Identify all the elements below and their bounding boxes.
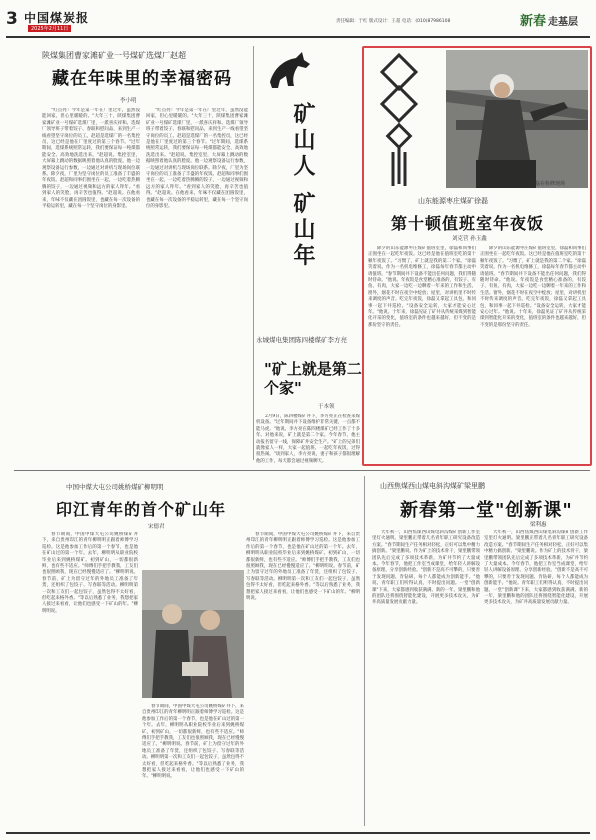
story-2-byline: 于本领	[318, 404, 335, 410]
page-number: 3	[6, 9, 18, 29]
footer-rule	[6, 832, 590, 834]
column-subtitle: 走基层	[548, 17, 579, 28]
story-5-body-col-3: 春节期间，中国中煤大屯公司姚桥煤矿井下，来自贵州印江的青年柳明明正跟着师傅学习巡检。这是他参加工作后的第一个春节，也是他在矿山过的第一个年。去年，柳明明从职业院校毕业后来到姚桥煤矿。初到矿山，一切都很新鲜，也有些不适应。"师傅们手把手教我，工友们也很照顾我，现在已经慢慢适应了。"柳明明说。春节前，矿上为留守过年的外地员工准备了年货，还组织了包饺子、写春联等活动。柳明明第一次和工友们一起包饺子，虽然包得不太好看，但吃起来格外香。"等以后熟悉了业务，我想把家人接过来看看，让他们也感受一下矿山的年。"柳明明说。	[142, 704, 244, 780]
story-3-kicker: 山东能源枣庄煤矿徐磊	[418, 197, 488, 205]
story-5-body-col-2: 春节期间，中国中煤大屯公司姚桥煤矿井下，来自贵州印江的青年柳明明正跟着师傅学习巡检。这是他参加工作后的第一个春节，也是他在矿山过的第一个年。去年，柳明明从职业院校毕业后来到姚桥煤矿。初到矿山，一切都很新鲜，也有些不适应。"师傅们手把手教我，工友们也很照顾我，现在已经慢慢适应了。"柳明明说。春节前，矿上为留守过年的外地员工准备了年货，还组织了包饺子、写春联等活动。柳明明第一次和工友们一起包饺子，虽然包得不太好看，但吃起来格外香。"等以后熟悉了业务，我想把家人接过来看看，让他们也感受一下矿山的年。"柳明明说。	[246, 532, 360, 602]
story-5-body-col-1: 春节期间，中国中煤大屯公司姚桥煤矿井下，来自贵州印江的青年柳明明正跟着师傅学习巡检。这是他参加工作后的第一个春节，也是他在矿山过的第一个年。去年，柳明明从职业院校毕业后来到姚桥煤矿。初到矿山，一切都很新鲜，也有些不适应。"师傅们手把手教我，工友们也很照顾我，现在已经慢慢适应了。"柳明明说。春节前，矿上为留守过年的外地员工准备了年货，还组织了包饺子、写春联等活动。柳明明第一次和工友们一起包饺子，虽然包得不太好看，但吃起来格外香。"等以后熟悉了业务，我想把家人接过来看看，让他们也感受一下矿山的年。"柳明明说。	[42, 532, 138, 614]
column-title: 新春	[520, 14, 547, 29]
story-1-body-col-2: "红点亮！今年是第一年在厂里过年，虽然没能回家，但心里暖暖的。"大年三十，陕煤集团曹家滩矿业一号煤矿选煤厂里，一派喜庆祥和。选煤厂领导班子带着饺子、春联和慰问品，来到生产一线看望坚守岗位的员工。赵超是选煤厂的一名集控员，这已经是他在厂里度过的第三个春节。"过年期间，选煤系统照常运转，我们要保证每一吨煤都能安全、高效地洗选出来。"赵超说。集控室里，大屏幕上跳动的数据映照着他认真的脸庞。他一边观察设备运行参数，一边通过对讲机与现场岗位联系。除夕夜，厂里为坚守岗位的员工准备了丰盛的年夜饭。赵超和同事们围坐在一起，一边吃着热腾腾的饺子，一边通过视频和远方的家人拜年。"看到家人的笑脸，再辛苦也值得。"赵超说。在他看来，年味不仅藏在团圆饭里，也藏在每一次设备的平稳运转里，藏在每一个坚守岗位的身影里。	[146, 108, 248, 210]
feature-vertical-title: 矿山人 矿山年	[290, 102, 316, 270]
story-3-photo-caption: 徐磊在检修现场	[530, 181, 566, 187]
story-2-kicker: 永城煤电集团陈四楼煤矿李方亮	[256, 336, 347, 344]
story-2-title: "矿上就是第二个家"	[264, 360, 362, 397]
story-4-body-col-1: 大年初一，山西焦煤西山煤电斜沟煤矿创新工作室里灯火通明。梁里鹏正带着几名青年职工研究设备改造方案。"春节期间生产任务相对轻松，正好可以集中精力搞创新。"梁里鹏说。作为矿上的技术骨干，梁里鹏带领团队先后完成了多项技术革新，为矿井节约了大量成本。今年春节，他把工作室当成课堂，给年轻人讲解设备原理、分享创新经验。"创新不是高不可攀的，只要善于发现问题、肯钻研，每个人都能成为创新能手。"他说。青年职工们听得认真，不时提出问题。一堂"创新课"下来，大家都感到收获满满。新的一年，梁里鹏和他的团队还将围绕智能化建设，开展更多技术攻关，为矿井高质量发展贡献力量。	[372, 530, 480, 606]
story-3-title: 第十顿值班室年夜饭	[391, 214, 545, 233]
story-4-title: 新春第一堂"创新课"	[400, 500, 573, 521]
column-divider	[253, 46, 254, 460]
horse-ornament-icon	[262, 42, 316, 96]
story-4-body-col-2: 大年初一，山西焦煤西山煤电斜沟煤矿创新工作室里灯火通明。梁里鹏正带着几名青年职工研究设备改造方案。"春节期间生产任务相对轻松，正好可以集中精力搞创新。"梁里鹏说。作为矿上的技术骨干，梁里鹏带领团队先后完成了多项技术革新，为矿井节约了大量成本。今年春节，他把工作室当成课堂，给年轻人讲解设备原理、分享创新经验。"创新不是高不可攀的，只要善于发现问题、肯钻研，每个人都能成为创新能手。"他说。青年职工们听得认真，不时提出问题。一堂"创新课"下来，大家都感到收获满满。新的一年，梁里鹏和他的团队还将围绕智能化建设，开展更多技术攻关，为矿井高质量发展贡献力量。	[484, 530, 588, 606]
story-5-byline: 宋德君	[148, 524, 165, 530]
story-1-kicker: 陕煤集团曹家滩矿业一号煤矿选煤厂赵超	[42, 51, 186, 60]
story-3-photo	[446, 50, 588, 188]
story-1-title: 藏在年味里的幸福密码	[52, 69, 232, 89]
paper-name: 中国煤炭报	[24, 11, 90, 25]
section-rule	[14, 470, 590, 471]
column-label	[520, 10, 578, 29]
story-3-byline: 刘克营 孙玉鑫	[452, 236, 487, 242]
story-3-body-col-2: 除夕的山东能源枣庄煤矿值班室里，徐磊和同事们正围坐在一起吃年夜饭。这已经是他在值班室吃的第十顿年夜饭了。"习惯了，矿上就是我的第二个家。"徐磊笑着说。作为一名机电维修工，徐磊每年春节都主动申请值班。"春节期间井下设备不能出任何问题，我们得随时待命。"他说。年夜饭是食堂精心准备的，有饺子、有鱼、有肉，大家一边吃一边聊着一年来的工作和生活。窗外，烟花不时在夜空中绽放；屋里，对讲机里不时传来调度的声音。吃完年夜饭，徐磊又拿起工具包，和同事一起下井巡检。"设备安全运转，大家才能安心过年。"他说。十年来，徐磊见证了矿井从传统采煤到智能化开采的变化，值班室的条件也越来越好，但不变的是那份坚守的责任。	[480, 246, 586, 328]
story-3-body-col-1: 除夕的山东能源枣庄煤矿值班室里，徐磊和同事们正围坐在一起吃年夜饭。这已经是他在值班室吃的第十顿年夜饭了。"习惯了，矿上就是我的第二个家。"徐磊笑着说。作为一名机电维修工，徐磊每年春节都主动申请值班。"春节期间井下设备不能出任何问题，我们得随时待命。"他说。年夜饭是食堂精心准备的，有饺子、有鱼、有肉，大家一边吃一边聊着一年来的工作和生活。窗外，烟花不时在夜空中绽放；屋里，对讲机里不时传来调度的声音。吃完年夜饭，徐磊又拿起工具包，和同事一起下井巡检。"设备安全运转，大家才能安心过年。"他说。十年来，徐磊见证了矿井从传统采煤到智能化开采的变化，值班室的条件也越来越好，但不变的是那份坚守的责任。	[368, 246, 476, 328]
story-2-body-lead: 2月9日，陈四楼煤矿井下，李方亮正在检查采煤机设备。"过年期间井下设备维护非常关键，一点都不能马虎。"他说。李方亮在陈四楼煤矿已经工作了十多年。对他来说，矿上就是第二个家。今年春节，他主动报名留守一线，保障矿井安全生产。"矿上的兄弟们就像家人一样，大家一起值班、一起吃年夜饭，过得很热闹。"谈到家人，李方亮说，妻子和孩子都很理解他的工作，每天都会通过视频聊天。	[256, 414, 360, 464]
editor-credits: 责任编辑：于红 版式设计：王超 电话：(010)87986108	[336, 19, 451, 24]
story-5-photo	[142, 570, 244, 698]
column-divider-lower	[364, 476, 365, 826]
story-4-byline: 梁利惠	[530, 522, 547, 528]
paper-date: 2025年2月11日	[28, 25, 71, 32]
story-1-body-col-1: "红点亮！今年是第一年在厂里过年，虽然没能回家，但心里暖暖的。"大年三十，陕煤集团曹家滩矿业一号煤矿选煤厂里，一派喜庆祥和。选煤厂领导班子带着饺子、春联和慰问品，来到生产一线看望坚守岗位的员工。赵超是选煤厂的一名集控员，这已经是他在厂里度过的第三个春节。"过年期间，选煤系统照常运转，我们要保证每一吨煤都能安全、高效地洗选出来。"赵超说。集控室里，大屏幕上跳动的数据映照着他认真的脸庞。他一边观察设备运行参数，一边通过对讲机与现场岗位联系。除夕夜，厂里为坚守岗位的员工准备了丰盛的年夜饭。赵超和同事们围坐在一起，一边吃着热腾腾的饺子，一边通过视频和远方的家人拜年。"看到家人的笑脸，再辛苦也值得。"赵超说。在他看来，年味不仅藏在团圆饭里，也藏在每一次设备的平稳运转里，藏在每一个坚守岗位的身影里。	[42, 108, 140, 210]
masthead	[6, 6, 590, 36]
story-5-kicker: 中国中煤大屯公司姚桥煤矿柳明明	[66, 483, 164, 491]
story-1-byline: 李小明	[120, 98, 137, 104]
header-rule	[6, 36, 590, 38]
story-5-title: 印江青年的首个矿山年	[56, 500, 227, 519]
story-4-kicker: 山西焦煤西山煤电斜沟煤矿梁里鹏	[380, 482, 485, 490]
knot-ornament-icon	[370, 52, 428, 192]
